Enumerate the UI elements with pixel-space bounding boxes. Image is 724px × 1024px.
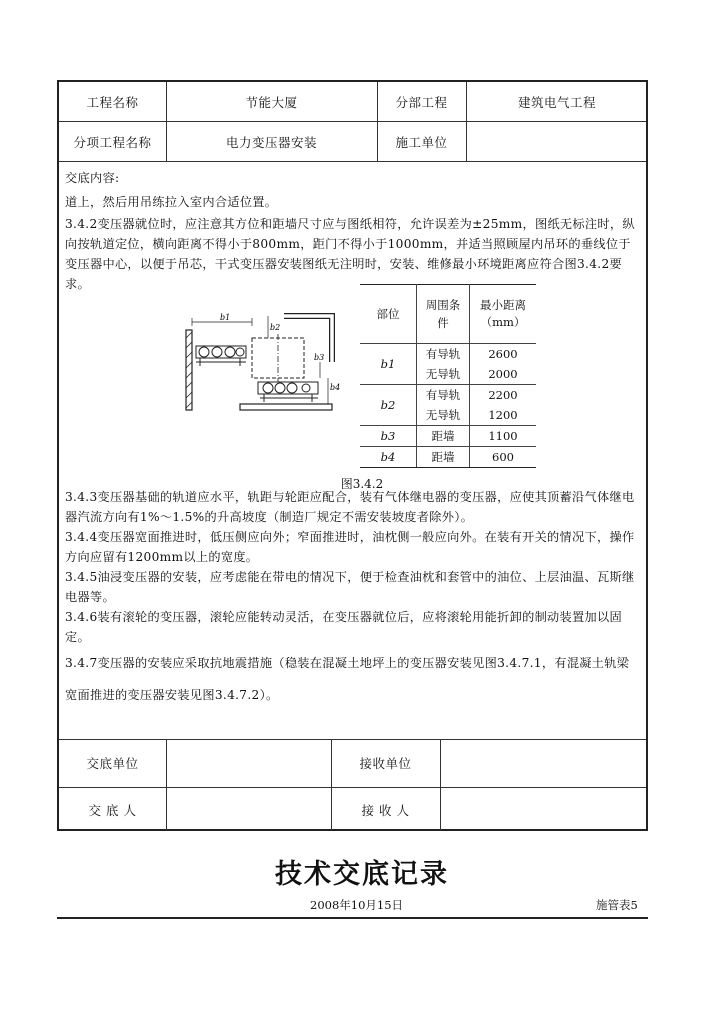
paragraph: 3.4.3变压器基础的轨道应水平，轨距与轮距应配合，装有气体继电器的变压器，应使其顶蓄沿气体继电器汽流方向有1%～1.5%的升高坡度（制造厂规定不需安装坡度者除外）。 [65,490,635,524]
figure-caption: 图3.4.2 [340,477,384,491]
header-distance [470,285,537,344]
paragraph: 3.4.7变压器的安装应采取抗地震措施（稳装在混凝土地坪上的变压器安装见图3.4.7.1，有混凝土轨梁宽面推进的变压器安装见图3.4.7.2）。 [65,656,630,702]
b3-label: b3 [314,353,325,362]
value-cell: 600 [470,447,537,468]
value-cell: 1200 [470,405,537,426]
content-heading: 交底内容: [65,171,120,185]
condition-cell: 有导轨 [417,344,470,365]
header-part: 部位 [360,285,417,344]
condition-cell: 有导轨 [417,385,470,406]
part-cell: b2 [360,385,417,426]
document-title: 技术交底记录 [275,859,449,890]
paragraph: 3.4.4变压器宽面推进时，低压侧应向外；窄面推进时，油枕侧一般应向外。在装有开关的情况下，操作方向应留有1200mm以上的宽度。 [65,530,635,564]
condition-cell: 无导轨 [417,405,470,426]
contractor-value [466,122,648,161]
contractor-label: 施工单位 [395,134,448,150]
condition-cell: 无导轨 [417,364,470,385]
content-top [65,168,640,294]
header-condition: 周围条件 [417,285,470,344]
item-label: 分项工程名称 [73,134,152,150]
paragraph: 3.4.5油浸变压器的安装，应考虑能在带电的情况下，便于检查油枕和套管中的油位、上层油温、瓦斯继电器等。 [65,570,635,604]
part-cell: b1 [360,344,417,385]
form-number: 施管表5 [596,898,638,912]
receiving-person-label: 接 收 人 [361,802,410,818]
divider [440,739,441,831]
header-distance-label: 最小距离 [480,298,526,312]
part-cell: b3 [360,426,417,447]
item-value: 电力变压器安装 [225,134,317,150]
handover-person-label: 交 底 人 [88,802,137,818]
content-bottom [65,487,640,711]
record-form [57,80,648,831]
b1-label: b1 [220,313,231,322]
condition-cell: 距墙 [417,426,470,447]
part-cell: b4 [360,447,417,468]
divider [59,161,646,162]
paragraph: 3.4.6装有滚轮的变压器，滚轮应能转动灵活，在变压器就位后，应将滚轮用能折卸的制动装置加以固定。 [65,610,622,644]
divider [166,739,167,831]
value-cell: 1100 [470,426,537,447]
project-name-label: 工程名称 [86,94,139,110]
value-cell: 2600 [488,347,518,361]
paragraph: 道上，然后用吊练拉入室内合适位置。 [65,195,278,209]
handover-unit-label: 交底单位 [86,756,139,771]
project-name-value: 节能大厦 [245,94,298,110]
sub-project-value: 建筑电气工程 [517,94,596,110]
document-date: 2008年10月15日 [310,898,404,912]
header-distance-unit: （mm） [480,315,526,329]
b4-label: b4 [330,383,341,392]
transformer-clearance-diagram [180,308,350,420]
b2-label: b2 [270,323,281,332]
paragraph: 3.4.2变压器就位时，应注意其方位和距墙尺寸应与图纸相符，允许误差为±25mm，图纸无标注时，纵向按轨道定位，横向距离不得小于800mm，距门不得小于1000mm，并适当照顾屋内吊环的垂线位于变压器中心，以便于吊芯，干式变压器安装图纸无注明时，安装、维修最小环境距离应符合图3.4.2要求。 [65,217,635,291]
value-cell: 2000 [470,364,537,385]
receiving-unit-label: 接收单位 [359,756,412,771]
footer-rule [57,917,648,919]
sub-project-label: 分部工程 [395,94,448,110]
condition-cell: 距墙 [417,447,470,468]
value-cell: 2200 [488,388,518,402]
distance-table [360,284,536,468]
